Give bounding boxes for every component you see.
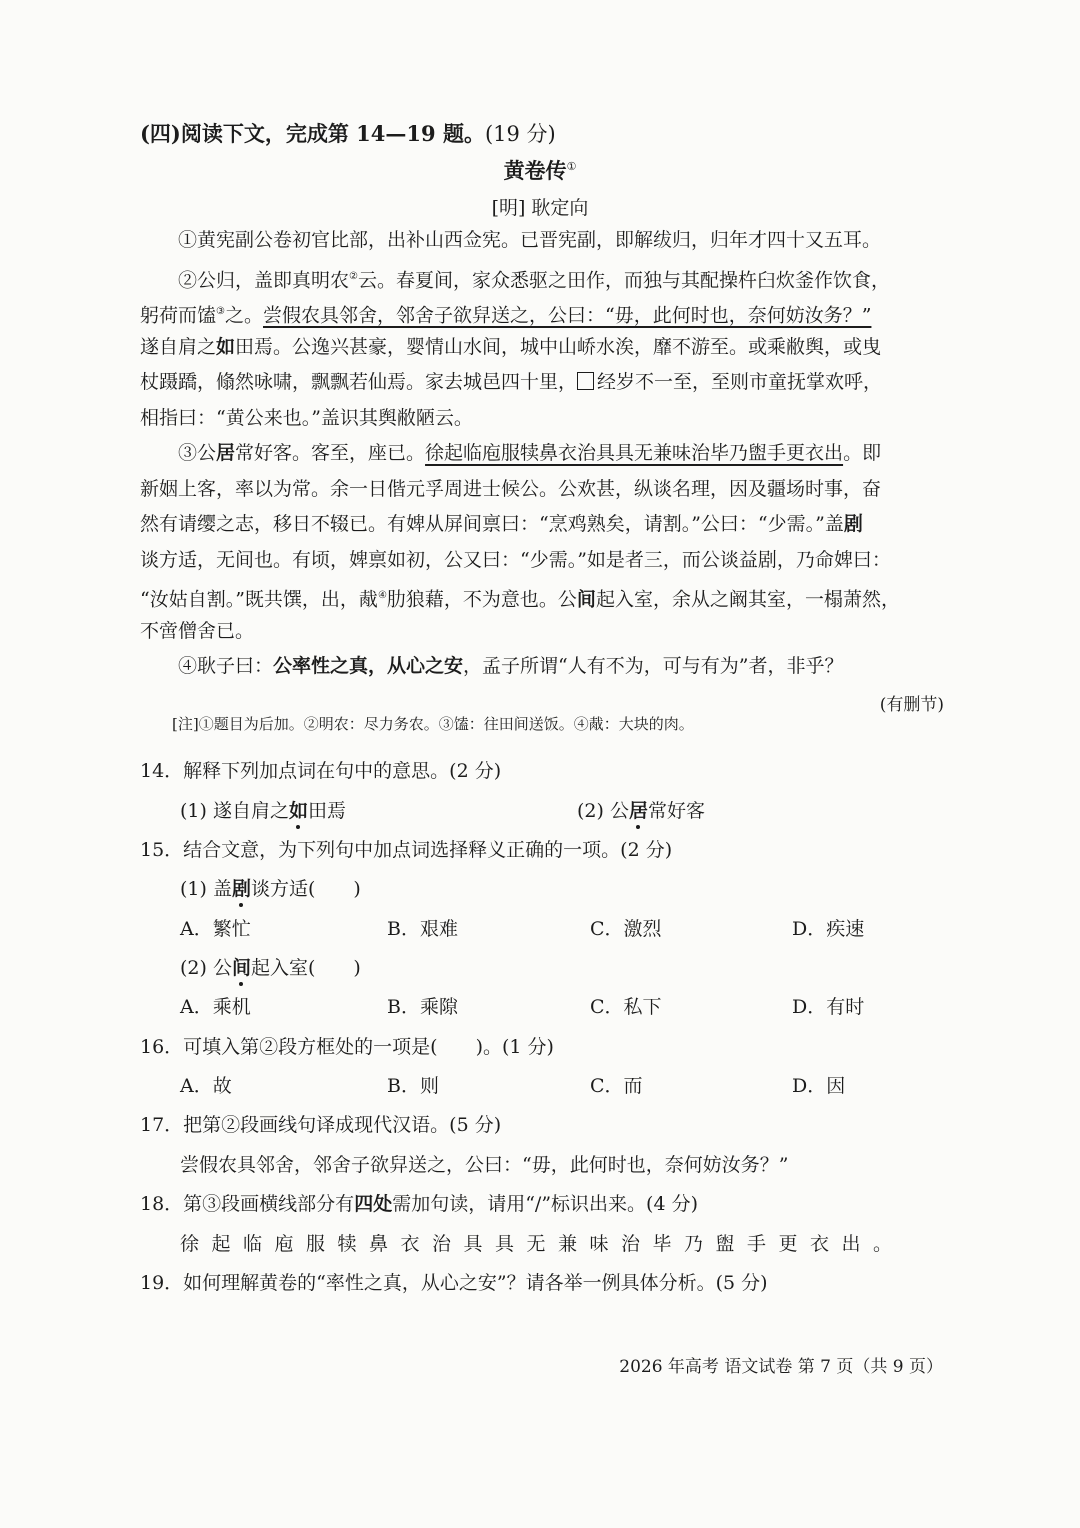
underlined-sentence: 尝假农具邻舍，邻舍子欲舁送之，公曰：“毋，此何时也，奈何妨汝务？” bbox=[263, 304, 872, 327]
paragraph-3-line-4: 谈方适，无间也。有顷，婢禀如初，公又曰：“少需。”如是者三，而公谈益剧，乃命婢曰： bbox=[140, 548, 891, 571]
underlined-passage: 徐起临庖服犊鼻衣治具具无兼味治毕乃盥手更衣出 bbox=[425, 442, 844, 464]
bold-word: 剧 bbox=[843, 513, 863, 535]
footnote-ref: ③ bbox=[216, 306, 225, 317]
text-span: 遂自肩之 bbox=[140, 335, 217, 358]
bold-phrase: 公率性之真，从心之安 bbox=[273, 655, 464, 677]
question-17-sentence: 尝假农具邻舍，邻舍子欲舁送之，公曰：“毋，此何时也，奈何妨汝务？” bbox=[180, 1154, 789, 1176]
text-span: 18．第③段画横线部分有 bbox=[140, 1193, 355, 1215]
option-a: A．繁忙 bbox=[180, 918, 251, 940]
paragraph-2-line-3 bbox=[140, 330, 945, 366]
question-14: 14．解释下列加点词在句中的意思。(2 分) bbox=[140, 760, 502, 782]
option-d: D．疾速 bbox=[792, 918, 865, 940]
article-title bbox=[0, 155, 1080, 185]
paragraph-2-line-2 bbox=[140, 294, 945, 330]
section-heading bbox=[140, 118, 556, 148]
paragraph-2-line-5: 相指曰：“黄公来也。”盖识其舆敝陋云。 bbox=[140, 406, 473, 429]
option-d: D．有时 bbox=[792, 996, 865, 1018]
paragraph-3-line-6: 不啻僧舍已。 bbox=[140, 619, 255, 642]
text-span: 经岁不一至，至则市童抚掌欢呼， bbox=[597, 371, 883, 393]
option-b: B．则 bbox=[387, 1075, 439, 1097]
footnote-ref: ④ bbox=[377, 590, 387, 601]
section-title: (四)阅读下文，完成第 14—19 题。 bbox=[140, 121, 485, 146]
text-span: (1) 盖 bbox=[180, 878, 232, 900]
dotted-word: 间 bbox=[231, 957, 251, 979]
article-author: [明] 耿定向 bbox=[491, 197, 589, 219]
text-span: 云。春夏间，家众悉驱之田作，而独与其配操杵臼炊釜作饮食， bbox=[357, 268, 890, 291]
text-span: 谈方适( ) bbox=[250, 878, 361, 900]
text-span: 然有请缨之志，移日不辍已。有婢从屏间禀曰：“烹鸡熟矣，请割。”公曰：“少需。”盖 bbox=[140, 513, 844, 535]
paragraph-2-line-4 bbox=[140, 365, 945, 401]
article-title-note: ① bbox=[566, 160, 577, 173]
paragraph-4 bbox=[140, 649, 945, 685]
text-span: 杖蹑蹻，翛然咏啸，飘飘若仙焉。家去城邑四十里， bbox=[140, 371, 578, 393]
dotted-word: 居 bbox=[628, 800, 648, 822]
option-b: B．艰难 bbox=[387, 918, 458, 940]
text-span: 田焉 bbox=[307, 800, 346, 822]
text-span: ②公归，盖即真明农 bbox=[178, 268, 350, 291]
text-span: (2) 公 bbox=[577, 800, 629, 822]
question-14-item-2 bbox=[577, 796, 705, 823]
question-15-item-2 bbox=[180, 953, 361, 980]
question-15: 15．结合文意，为下列句中加点词选择释义正确的一项。(2 分) bbox=[140, 839, 673, 861]
paragraph-3-line-2: 新姻上客，率以为常。余一日偕元孚周进士候公。公欢甚，纵谈名理，因及疆场时事，奋 bbox=[140, 477, 882, 500]
dotted-word: 如 bbox=[288, 800, 308, 822]
bold-word: 居 bbox=[216, 442, 236, 464]
option-a: A．故 bbox=[180, 1075, 232, 1097]
page-footer: 2026 年高考 语文试卷 第 7 页（共 9 页） bbox=[619, 1357, 943, 1377]
footnote-ref: ② bbox=[349, 270, 358, 282]
text-span: 肋狼藉，不为意也。公 bbox=[386, 588, 577, 611]
text-span: 起入室，余从之阚其室，一榻萧然， bbox=[595, 588, 900, 611]
question-18 bbox=[140, 1189, 698, 1216]
text-span: 常好客。客至，座已。 bbox=[235, 442, 426, 464]
option-b: B．乘隙 bbox=[387, 996, 458, 1018]
paragraph-3-line-5 bbox=[140, 578, 945, 614]
option-c: C．激烈 bbox=[590, 918, 662, 940]
paragraph-1: ①黄宪副公卷初官比部，出补山西佥宪。已晋宪副，即解绂归，归年才四十又五耳。 bbox=[178, 229, 882, 251]
question-18-passage: 徐起临庖服犊鼻衣治具具无兼味治毕乃盥手更衣出。 bbox=[180, 1233, 905, 1255]
text-span: 需加句读，请用“/”标识出来。(4 分) bbox=[392, 1193, 698, 1215]
bold-word: 四处 bbox=[354, 1193, 393, 1215]
blank-box bbox=[577, 372, 594, 390]
article-body bbox=[140, 223, 945, 685]
text-span: 起入室( ) bbox=[250, 957, 361, 979]
text-span: 。即 bbox=[843, 442, 882, 464]
bold-word: 如 bbox=[216, 335, 236, 358]
text-span: “汝姑自割。”既共馔，出，胾 bbox=[140, 588, 378, 611]
paragraph-2-line-1 bbox=[140, 259, 945, 295]
text-span: (1) 遂自肩之 bbox=[180, 800, 289, 822]
text-span: ，孟子所谓“人有不为，可与有为”者，非乎？ bbox=[463, 655, 844, 677]
question-14-item-1 bbox=[180, 796, 346, 823]
text-span: ④耿子曰： bbox=[178, 655, 274, 677]
section-score: (19 分) bbox=[484, 122, 556, 146]
bold-word: 间 bbox=[576, 588, 596, 611]
article-title-text: 黄卷传 bbox=[503, 158, 567, 183]
question-17: 17．把第②段画线句译成现代汉语。(5 分) bbox=[140, 1114, 502, 1136]
paragraph-3-line-3 bbox=[140, 507, 945, 543]
dotted-word: 剧 bbox=[231, 878, 251, 900]
abridged-note: (有删节) bbox=[879, 695, 944, 715]
text-span: 躬荷而馌 bbox=[140, 304, 217, 327]
footnotes: [注]①题目为后加。②明农：尽力务农。③馌：往田间送饭。④胾：大块的肉。 bbox=[172, 715, 694, 733]
question-15-item-1 bbox=[180, 874, 361, 901]
question-19: 19．如何理解黄卷的“率性之真，从心之安”？请各举一例具体分析。(5 分) bbox=[140, 1272, 768, 1294]
text-span: 之。 bbox=[224, 304, 263, 327]
text-span: 常好客 bbox=[647, 800, 705, 822]
option-d: D．因 bbox=[792, 1075, 846, 1097]
text-span: ③公 bbox=[178, 442, 217, 464]
question-16: 16．可填入第②段方框处的一项是( )。(1 分) bbox=[140, 1036, 554, 1058]
option-c: C．而 bbox=[590, 1075, 643, 1097]
text-span: (2) 公 bbox=[180, 957, 232, 979]
option-c: C．私下 bbox=[590, 996, 662, 1018]
text-span: 田焉。公逸兴甚豪，婴情山水间，城中山峤水涘，靡不游至。或乘敝舆，或曳 bbox=[235, 335, 882, 358]
paragraph-3-line-1 bbox=[140, 436, 945, 472]
option-a: A．乘机 bbox=[180, 996, 251, 1018]
